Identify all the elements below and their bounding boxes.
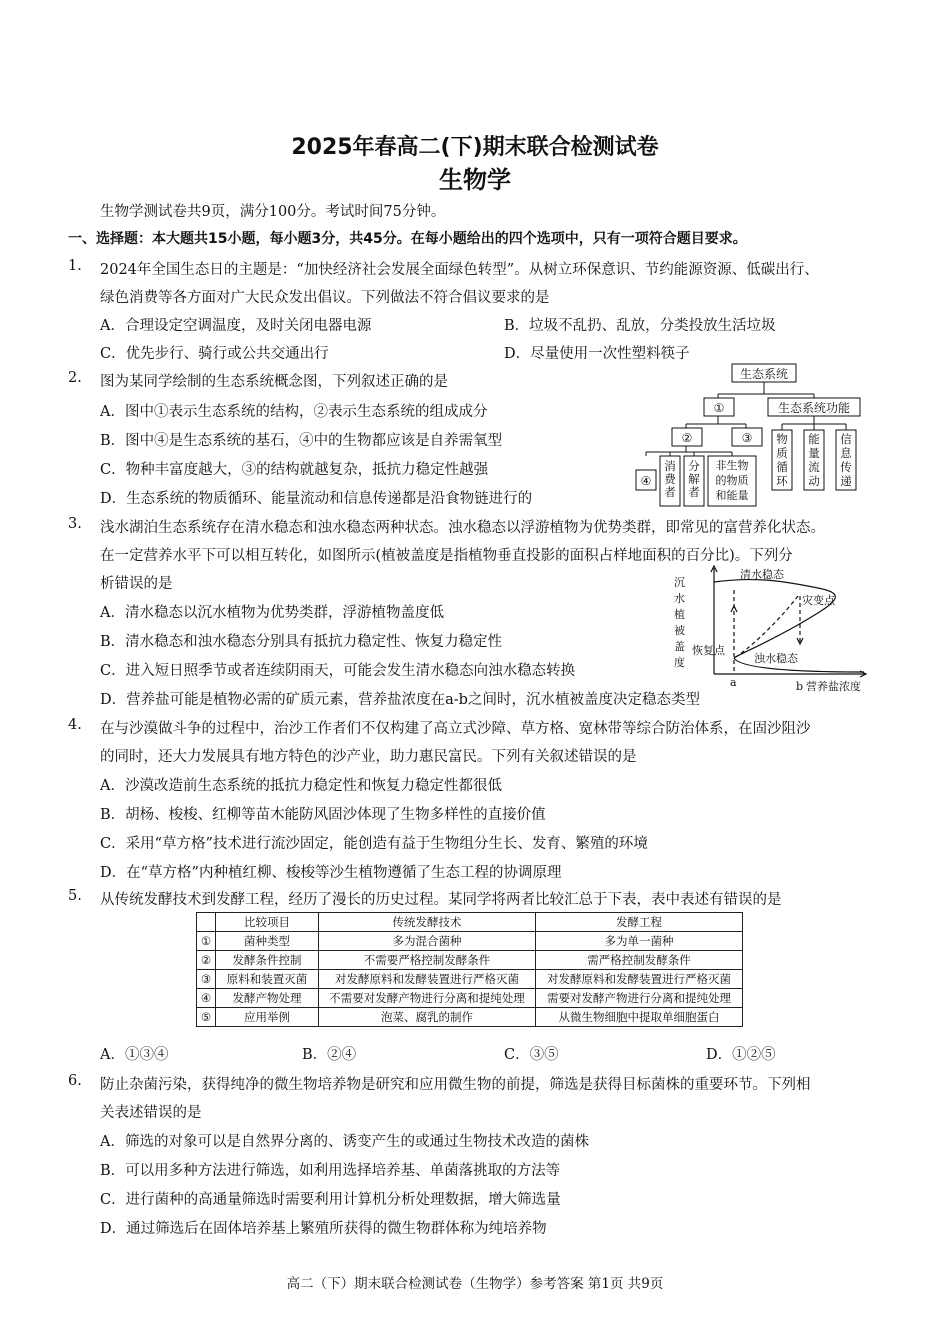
node-function: 生态系统功能: [777, 401, 851, 415]
table-header-cell: [197, 913, 216, 932]
table-row: [197, 951, 743, 970]
node-4: ④: [640, 474, 652, 488]
q4-option-b: B．胡杨、梭梭、红柳等苗木能防风固沙体现了生物多样性的直接价值: [100, 807, 546, 823]
table-cell: 对发酵原料和发酵装置进行严格灭菌: [319, 970, 536, 989]
table-cell: 多为混合菌种: [319, 932, 536, 951]
table-row: [197, 989, 743, 1008]
table-cell: 不需要严格控制发酵条件: [319, 951, 536, 970]
table-cell: 发酵产物处理: [216, 989, 319, 1008]
label-clear-state: 清水稳态: [740, 568, 784, 581]
q4-stem-line1: 在与沙漠做斗争的过程中，治沙工作者们不仅构建了高立式沙障、草方格、宽林带等综合防治体系，在固沙阻沙: [100, 721, 811, 737]
q3-option-d: D．营养盐可能是植物必需的矿质元素，营养盐浓度在a-b之间时，沉水植被盖度决定稳态类型: [100, 692, 700, 708]
label-a: a: [730, 676, 737, 689]
steady-state-graph: [668, 562, 890, 700]
q5-option-c: C．③⑤: [504, 1047, 559, 1063]
q6-option-c: C．进行菌种的高通量筛选时需要利用计算机分析处理数据，增大筛选量: [100, 1192, 561, 1208]
label-turbid-state: 浊水稳态: [754, 652, 798, 665]
table-header-cell: 发酵工程: [536, 913, 743, 932]
q6-stem-line2: 关表述错误的是: [100, 1105, 202, 1121]
q6-number: 6.: [68, 1073, 82, 1089]
node-info-vertical: 信息传递: [840, 432, 852, 488]
table-cell: 多为单一菌种: [536, 932, 743, 951]
q5-option-d: D．①②⑤: [706, 1047, 776, 1063]
node-abiotic-line1: 非生物: [715, 459, 749, 472]
table-header-row: [197, 913, 743, 932]
q3-option-a: A．清水稳态以沉水植物为优势类群，浮游植物盖度低: [100, 605, 444, 621]
q2-stem: 图为某同学绘制的生态系统概念图，下列叙述正确的是: [100, 374, 448, 390]
q1-option-b: B．垃圾不乱扔、乱放，分类投放生活垃圾: [504, 318, 776, 334]
graph-ylabel-4: 被: [674, 624, 685, 637]
q4-option-c: C．采用“草方格”技术进行流沙固定，能创造有益于生物组分生长、发育、繁殖的环境: [100, 836, 648, 852]
q1-option-d: D．尽量使用一次性塑料筷子: [504, 346, 690, 362]
q1-stem-line2: 绿色消费等各方面对广大民众发出倡议。下列做法不符合倡议要求的是: [100, 290, 550, 306]
table-cell: ①: [197, 932, 216, 951]
q4-stem-line2: 的同时，还大力发展具有地方特色的沙产业，助力惠民富民。下列有关叙述错误的是: [100, 749, 637, 765]
table-cell: 应用举例: [216, 1008, 319, 1027]
node-abiotic-line3: 和能量: [715, 489, 749, 502]
q5-option-a: A．①③④: [100, 1047, 169, 1063]
table-cell: 原料和装置灭菌: [216, 970, 319, 989]
clear-branch-curve: [714, 580, 835, 658]
node-energy-vertical: 能量流动: [808, 432, 820, 488]
q3-option-b: B．清水稳态和浊水稳态分别具有抵抗力稳定性、恢复力稳定性: [100, 634, 503, 650]
table-header-cell: 比较项目: [216, 913, 319, 932]
table-cell: 不需要对发酵产物进行分离和提纯处理: [319, 989, 536, 1008]
node-1: ①: [713, 401, 725, 415]
ecosystem-concept-diagram: [630, 360, 890, 510]
label-recovery-point: 恢复点: [692, 644, 725, 657]
table-cell: 发酵条件控制: [216, 951, 319, 970]
q1-option-a: A．合理设定空调温度，及时关闭电器电源: [100, 318, 372, 334]
q4-number: 4.: [68, 717, 82, 733]
q2-option-d: D．生态系统的物质循环、能量流动和信息传递都是沿食物链进行的: [100, 491, 533, 507]
label-b: b: [796, 680, 804, 693]
table-header-cell: 传统发酵技术: [319, 913, 536, 932]
fermentation-comparison-table: [196, 912, 743, 1027]
node-consumer-vertical: 消费者: [664, 459, 676, 499]
q4-option-a: A．沙漠改造前生态系统的抵抗力稳定性和恢复力稳定性都很低: [100, 778, 502, 794]
node-material-vertical: 物质循环: [776, 432, 788, 488]
table-cell: 泡菜、腐乳的制作: [319, 1008, 536, 1027]
table-cell: 从微生物细胞中提取单细胞蛋白: [536, 1008, 743, 1027]
table-cell: ②: [197, 951, 216, 970]
q5-number: 5.: [68, 888, 82, 904]
graph-ylabel-3: 植: [674, 608, 685, 621]
node-ecosystem: 生态系统: [739, 367, 789, 381]
q2-number: 2.: [68, 370, 82, 386]
unstable-branch-curve: [734, 596, 798, 658]
q2-option-c: C．物种丰富度越大，③的结构就越复杂，抵抗力稳定性越强: [100, 462, 489, 478]
table-cell: 需要对发酵产物进行分离和提纯处理: [536, 989, 743, 1008]
section-heading: 一、选择题：本大题共15小题，每小题3分，共45分。在每小题给出的四个选项中，只有一项符合题目要求。: [68, 231, 747, 247]
graph-ylabel-1: 沉: [674, 576, 685, 589]
q1-number: 1.: [68, 258, 82, 274]
graph-ylabel-2: 水: [674, 592, 685, 605]
q4-option-d: D．在“草方格”内种植红柳、梭梭等沙生植物遵循了生态工程的协调原理: [100, 865, 562, 881]
q3-stem-line1: 浅水湖泊生态系统存在清水稳态和浊水稳态两种状态。浊水稳态以浮游植物为优势类群，即常见的富营养化状态。: [100, 520, 825, 536]
q5-stem: 从传统发酵技术到发酵工程，经历了漫长的历史过程。某同学将两者比较汇总于下表，表中表述有错误的是: [100, 892, 782, 908]
node-decomposer-vertical: 分解者: [688, 459, 700, 499]
q6-option-b: B．可以用多种方法进行筛选，如利用选择培养基、单菌落挑取的方法等: [100, 1163, 561, 1179]
q6-option-a: A．筛选的对象可以是自然界分离的、诱变产生的或通过生物技术改造的菌株: [100, 1134, 589, 1150]
table-cell: ③: [197, 970, 216, 989]
q1-stem-line1: 2024年全国生态日的主题是：“加快经济社会发展全面绿色转型”。从树立环保意识、节约能源资源、低碳出行、: [100, 262, 819, 278]
q1-option-c: C．优先步行、骑行或公共交通出行: [100, 346, 329, 362]
page-footer: 高二（下）期末联合检测试卷（生物学）参考答案 第1页 共9页: [286, 1276, 664, 1292]
q2-option-b: B．图中④是生态系统的基石，④中的生物都应该是自养需氧型: [100, 433, 503, 449]
q3-stem-line2: 在一定营养水平下可以相互转化，如图所示(植被盖度是指植物垂直投影的面积占样地面积的百分比)。下列分: [100, 548, 793, 564]
table-row: [197, 932, 743, 951]
node-abiotic-line2: 的物质: [715, 474, 749, 487]
exam-title: 2025年春高二(下)期末联合检测试卷: [291, 135, 659, 160]
table-cell: ④: [197, 989, 216, 1008]
q5-option-b: B．②④: [302, 1047, 357, 1063]
table-cell: 需严格控制发酵条件: [536, 951, 743, 970]
subject-title: 生物学: [439, 166, 511, 194]
table-cell: ⑤: [197, 1008, 216, 1027]
q6-option-d: D．通过筛选后在固体培养基上繁殖所获得的微生物群体称为纯培养物: [100, 1221, 547, 1237]
graph-ylabel-6: 度: [674, 656, 685, 669]
q2-option-a: A．图中①表示生态系统的结构，②表示生态系统的组成成分: [100, 404, 488, 420]
table-row: [197, 970, 743, 989]
exam-intro: 生物学测试卷共9页，满分100分。考试时间75分钟。: [100, 204, 446, 220]
graph-ylabel-5: 盖: [674, 640, 685, 653]
table-cell: 菌种类型: [216, 932, 319, 951]
table-cell: 对发酵原料和发酵装置进行严格灭菌: [536, 970, 743, 989]
label-catastrophe-point: 灾变点: [802, 594, 835, 607]
q3-number: 3.: [68, 516, 82, 532]
node-2: ②: [681, 431, 693, 445]
table-row: [197, 1008, 743, 1027]
q3-option-c: C．进入短日照季节或者连续阴雨天，可能会发生清水稳态向浊水稳态转换: [100, 663, 576, 679]
q3-stem-line3: 析错误的是: [100, 576, 173, 592]
node-3: ③: [741, 431, 753, 445]
q6-stem-line1: 防止杂菌污染，获得纯净的微生物培养物是研究和应用微生物的前提，筛选是获得目标菌株的重要环节。下列相: [100, 1077, 811, 1093]
graph-xlabel: 营养盐浓度: [806, 680, 861, 693]
